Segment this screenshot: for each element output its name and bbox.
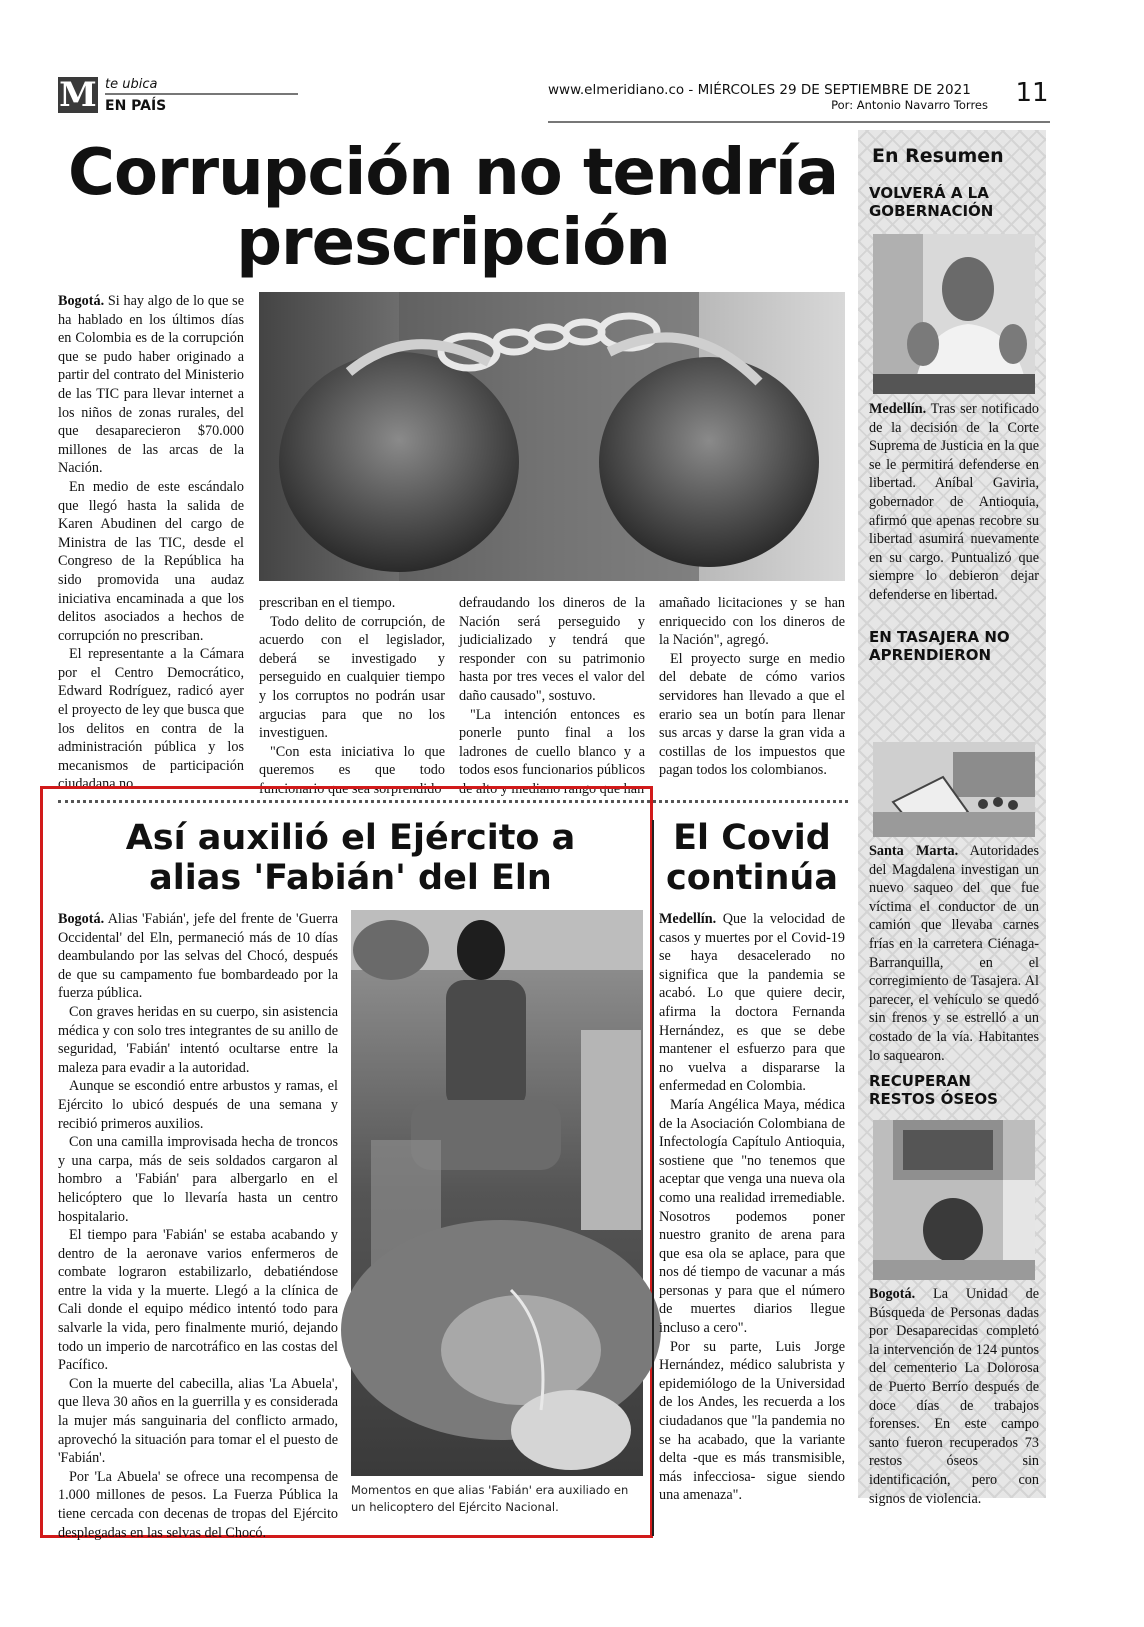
paragraph: Con la muerte del cabecilla, alias 'La Abuela', que lleva 30 años en la guerrilla y es considerada la mujer más sanguinaria del conflicto armado, aprovechó la situación para tomar el el puesto de 'Fabián'. xyxy=(58,1375,338,1467)
handcuffs-photo xyxy=(259,292,845,581)
dateline: Bogotá. xyxy=(58,911,105,927)
title-line2: RESTOS ÓSEOS xyxy=(869,1090,998,1108)
paragraph: Por 'La Abuela' se ofrece una recompensa de 1.000 millones de pesos. La Fuerza Pública la tiene cercada con decenas de tropas del Ejército desplegadas en las selvas del Chocó. xyxy=(58,1468,338,1541)
masthead-logo xyxy=(58,77,98,113)
paragraph: Por su parte, Luis Jorge Hernández, médico salubrista y epidemiólogo de la Universidad de los Andes, les recuerda a los ciudadanos que "la pandemia no se ha acabado, que la variante delta -que es más transmisible, más infecciosa- sigue siendo una amenaza". xyxy=(659,1338,845,1504)
covid-article-text xyxy=(659,910,845,1546)
main-article-col4 xyxy=(659,594,845,784)
eln-headline-line2: alias 'Fabián' del Eln xyxy=(149,858,552,898)
governor-photo xyxy=(873,234,1035,394)
header-rule-left xyxy=(105,93,298,95)
dateline: Santa Marta. xyxy=(869,843,959,859)
paragraph: María Angélica Maya, médica de la Asociación Colombiana de Infectología Capítulo Antioquia, sostiene que "no tenemos que aceptar que venga una nueva ola como una realidad irremediable. Nosotros podemos poner nuestro granito de arena para que esa ola se aplace, para que nos dé tiempo de vacunar a más personas y para que el número de muertes diarios llegue incluso a cero". xyxy=(659,1096,845,1337)
item-text: La Unidad de Búsqueda de Personas dadas por Desaparecidas completó la intervención de 124 puntos del cementerio La Dolorosa de Puerto Berrío después de doce días de trabajos forenses. En este campo santo fueron recuperados 73 restos óseos sin identificación, pero con signos de violencia. xyxy=(869,1286,1039,1507)
eln-headline-line1: Así auxilió el Ejército a xyxy=(125,818,576,858)
dateline: Bogotá. xyxy=(869,1286,916,1302)
covid-headline-line1: El Covid xyxy=(673,818,831,858)
title-line2: APRENDIERON xyxy=(869,646,992,664)
eln-headline xyxy=(58,818,643,898)
dateline: Medellín. xyxy=(869,401,927,417)
sidebar-item3-title xyxy=(869,1072,1039,1108)
sidebar-item1-title xyxy=(869,184,1039,220)
paragraph: El representante a la Cámara por el Centro Democrático, Edward Rodríguez, radicó ayer el proyecto de ley que busca que los delitos en contra de la administración pública y los mecanismos de participación ciudadana no xyxy=(58,646,244,793)
paragraph: Que la velocidad de casos y muertes por el Covid-19 se haya desacelerado no significa que la pandemia se acabó. Lo que quiere decir, afirma la doctora Fernanda Hernández, es que se debe mantener el esfuerzo para que no vuelva a dispararse la enfermedad en Colombia. xyxy=(659,911,845,1095)
site-date: www.elmeridiano.co - MIÉRCOLES 29 DE SEPTIEMBRE DE 2021 xyxy=(548,82,971,98)
logo-letter: M xyxy=(59,75,97,115)
title-line1: EN TASAJERA NO xyxy=(869,628,1010,646)
paragraph: El tiempo para 'Fabián' se estaba acabando y dentro de la aeronave varios enfermeros de combate lograron estabilizarlo, debatiéndose entre la vida y la muerte. Llegó a la clínica de Cali donde el equipo médico intentó todo para salvarle la vida, pero finalmente murió, dejando todo un imperio de narcotráfico en las costas del Pacífico. xyxy=(58,1227,338,1374)
paragraph: El proyecto surge en medio del debate de cómo varios servidores han llevado a que el erario sea un botín para llenar sus arcas y darse la gran vida a costillas de los impuestos que pagan todos los colombianos. xyxy=(659,650,845,779)
main-article-col2 xyxy=(259,594,445,797)
paragraph: En medio de este escándalo que llegó hasta la salida de Karen Abudinen del cargo de Ministra de las TIC, desde el Congreso de la República ha sido promovida una audaz iniciativa encaminada a que los delitos asociados a hechos de corrupción no prescriban. xyxy=(58,478,244,644)
title-line1: VOLVERÁ A LA xyxy=(869,184,989,202)
covid-headline-line2: continúa xyxy=(666,858,838,898)
sidebar-heading: En Resumen xyxy=(872,145,1004,167)
column-divider xyxy=(652,820,654,1536)
title-line2: GOBERNACIÓN xyxy=(869,202,994,220)
section-label: EN PAÍS xyxy=(105,98,167,114)
paragraph: "La intención entonces es ponerle punto final a los ladrones de cuello blanco y a todos esos funcionarios públicos de alto y mediano rango que han xyxy=(459,706,645,797)
sidebar-item2-text xyxy=(869,842,1039,1065)
sidebar-item1-text xyxy=(869,400,1039,605)
main-headline-line1: Corrupción no tendría xyxy=(68,136,838,210)
covid-headline xyxy=(659,818,845,898)
photo-caption: Momentos en que alias 'Fabián' era auxiliado en un helicoptero del Ejército Nacional. xyxy=(351,1483,629,1514)
paragraph: defraudando los dineros de la Nación será perseguido y judicializado y tendrá que responder con su patrimonio hasta por tres veces el valor del daño causado", sostuvo. xyxy=(459,595,645,704)
paragraph: amañado licitaciones y se han enriquecido con los dineros de la Nación", agregó. xyxy=(659,595,845,649)
main-article-col3 xyxy=(459,594,645,797)
item-text: Autoridades del Magdalena investigan un nuevo saqueo del que fue víctima el conductor de un camión que llevaba carnes frías en la carretera Ciénaga-Barranquilla, en el corregimiento de Tasajera. Al parecer, el vehículo se quedó sin frenos y se estrelló a un costado de la vía. Habitantes lo saquearon. xyxy=(869,843,1040,1064)
truck-photo xyxy=(873,742,1035,837)
paragraph: Con graves heridas en su cuerpo, sin asistencia médica y con solo tres integrantes de su anillo de seguridad, 'Fabián' intentó ocultarse entre la maleza para evadir a la autoridad. xyxy=(58,1003,338,1076)
page-number: 11 xyxy=(1015,78,1049,108)
paragraph: Con una camilla improvisada hecha de troncos y una carpa, más de seis soldados cargaron al hombro a 'Fabián' para albergarlo en el helicóptero que lo llevaría hasta un centro hospitalario. xyxy=(58,1134,338,1225)
sidebar-item2-title xyxy=(869,628,1039,664)
tagline: te ubica xyxy=(105,77,158,92)
main-headline-line2: prescripción xyxy=(236,206,670,280)
dateline: Medellín. xyxy=(659,911,717,927)
cemetery-photo xyxy=(873,1120,1035,1280)
paragraph: "Con esta iniciativa lo que queremos es que todo funcionario que sea sorprendido xyxy=(259,743,445,797)
sidebar-item3-text xyxy=(869,1285,1039,1508)
paragraph: Si hay algo de lo que se ha hablado en los últimos días en Colombia es de la corrupción que se pudo haber originado a partir del contrato del Ministerio de las TIC para llevar internet a los niños de zonas rurales, del que desaparecieron $70.000 millones de las arcas de la Nación. xyxy=(58,293,244,477)
paragraph: Todo delito de corrupción, de acuerdo con el legislador, deberá se investigado y perseguido en cualquier tiempo y los corruptos no podrán usar argucias para que no los investiguen. xyxy=(259,613,445,742)
item-text: Tras ser notificado de la decisión de la Corte Suprema de Justicia en la que se le permitirá defenderse en libertad. Aníbal Gaviria, gobernador de Antioquia, afirmó que apenas recobre su libertad asumirá nuevamente en su cargo. Puntualizó que siempre lo debieron dejar defenderse en libertad. xyxy=(869,401,1039,603)
main-headline xyxy=(58,138,848,278)
dateline: Bogotá. xyxy=(58,293,105,309)
helicopter-photo xyxy=(351,910,643,1476)
eln-article-text xyxy=(58,910,338,1541)
paragraph: prescriban en el tiempo. xyxy=(259,595,396,611)
header-rule-right xyxy=(548,121,1050,123)
title-line1: RECUPERAN xyxy=(869,1072,971,1090)
paragraph: Alias 'Fabián', jefe del frente de 'Guerra Occidental' del Eln, permaneció más de 10 días deambulando por las selvas del Chocó, después de que su campamento fue bombardeado por la fuerza pública. xyxy=(58,911,338,1002)
main-article-col1 xyxy=(58,292,244,793)
byline: Por: Antonio Navarro Torres xyxy=(831,98,988,112)
paragraph: Aunque se escondió entre arbustos y ramas, el Ejército lo ubicó después de una semana y recibió primeros auxilios. xyxy=(58,1078,338,1132)
